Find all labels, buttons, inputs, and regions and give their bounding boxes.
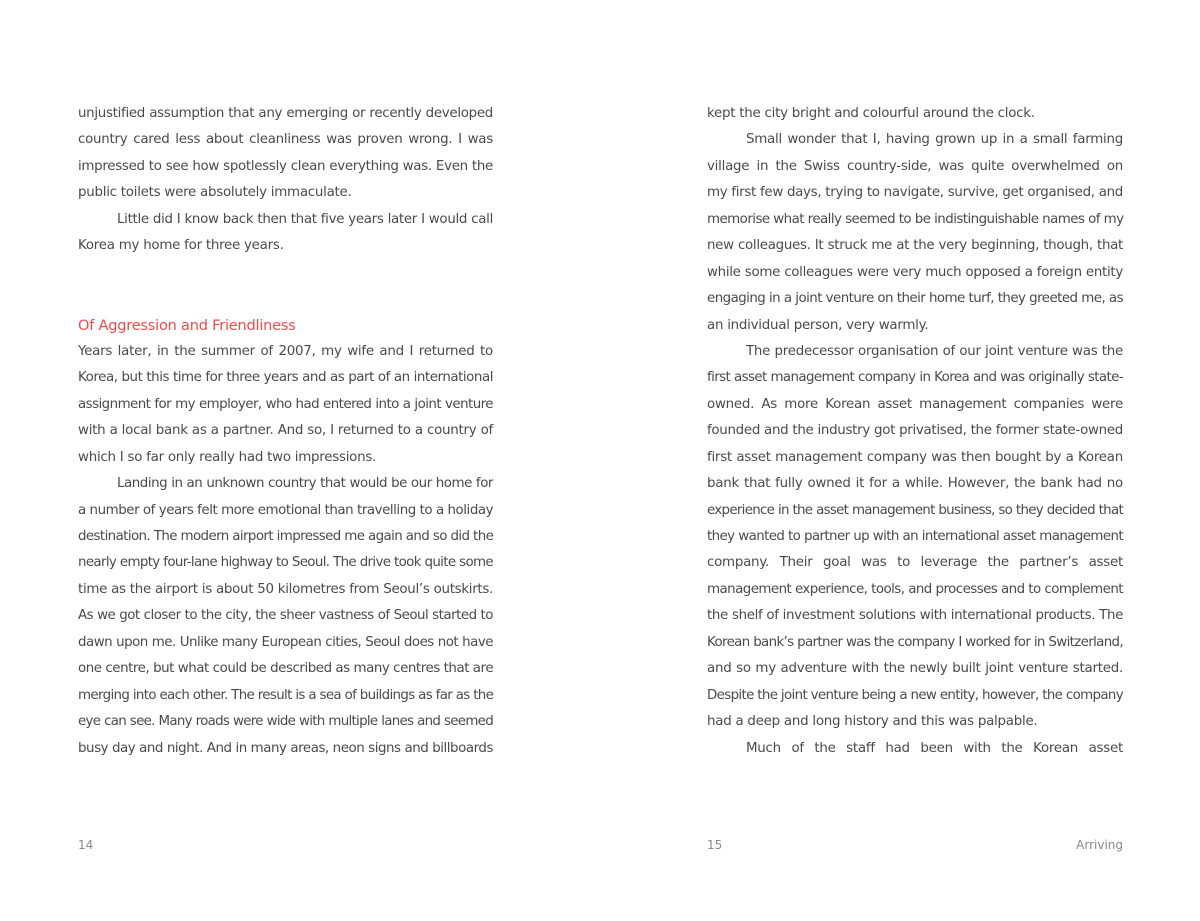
body-line: eye can see. Many roads were wide with multiple lanes and seemed bbox=[78, 714, 493, 730]
running-head: Arriving bbox=[1076, 838, 1123, 852]
body-line: with a local bank as a partner. And so, I returned to a country of bbox=[78, 423, 493, 439]
body-line: public toilets were absolutely immaculate. bbox=[78, 185, 352, 201]
body-line: management experience, tools, and processes and to complement bbox=[707, 581, 1123, 597]
body-line: As we got closer to the city, the sheer vastness of Seoul started to bbox=[78, 608, 493, 624]
body-line: unjustified assumption that any emerging or recently developed bbox=[78, 106, 493, 121]
right-page-text bbox=[707, 104, 1123, 765]
body-line: first asset management company in Korea and was originally state- bbox=[707, 370, 1123, 386]
body-line: owned. As more Korean asset management companies were bbox=[707, 396, 1123, 412]
body-line: first asset management company was then bought by a Korean bbox=[707, 449, 1123, 465]
section-heading: Of Aggression and Friendliness bbox=[78, 317, 296, 334]
body-line: new colleagues. It struck me at the very beginning, though, that bbox=[707, 238, 1123, 254]
body-line: dawn upon me. Unlike many European cities, Seoul does not have bbox=[78, 634, 493, 650]
page-number: 14 bbox=[78, 838, 94, 852]
body-line: had a deep and long history and this was palpable. bbox=[707, 714, 1038, 730]
body-line: The predecessor organisation of our joint venture was the bbox=[746, 343, 1123, 359]
body-line: country cared less about cleanliness was proven wrong. I was bbox=[78, 132, 493, 148]
body-line: they wanted to partner up with an international asset management bbox=[707, 529, 1123, 544]
body-line: Korea my home for three years. bbox=[78, 238, 284, 254]
body-line: which I so far only really had two impressions. bbox=[78, 449, 377, 465]
body-line: impressed to see how spotlessly clean everything was. Even the bbox=[78, 158, 493, 174]
body-line: time as the airport is about 50 kilometres from Seoul’s outskirts. bbox=[78, 581, 493, 597]
left-page bbox=[78, 0, 493, 921]
body-line: Korea, but this time for three years and as part of an international bbox=[78, 370, 493, 386]
section-spacer bbox=[78, 289, 493, 315]
body-line: Korean bank’s partner was the company I worked for in Switzerland, bbox=[707, 634, 1123, 650]
left-page-text bbox=[78, 104, 493, 765]
body-line: founded and the industry got privatised, the former state-owned bbox=[707, 423, 1123, 439]
body-line: kept the city bright and colourful around the clock. bbox=[707, 106, 1035, 121]
section-spacer bbox=[78, 263, 493, 289]
body-line: Years later, in the summer of 2007, my wife and I returned to bbox=[78, 343, 493, 359]
body-line: Much of the staff had been with the Korean asset bbox=[746, 740, 1123, 756]
body-line: experience in the asset management business, so they decided that bbox=[707, 502, 1123, 518]
body-line: a number of years felt more emotional than travelling to a holiday bbox=[78, 502, 494, 518]
body-line: while some colleagues were very much opposed a foreign entity bbox=[707, 264, 1123, 280]
body-line: bank that fully owned it for a while. However, the bank had no bbox=[707, 476, 1123, 492]
body-line: my first few days, trying to navigate, survive, get organised, and bbox=[707, 185, 1123, 201]
body-line: nearly empty four-lane highway to Seoul. The drive took quite some bbox=[78, 555, 493, 571]
body-line: merging into each other. The result is a sea of buildings as far as the bbox=[78, 687, 494, 703]
body-line: the shelf of investment solutions with international products. The bbox=[707, 608, 1123, 624]
body-line: company. Their goal was to leverage the partner’s asset bbox=[707, 555, 1123, 571]
body-line: destination. The modern airport impressed me again and so did the bbox=[78, 529, 494, 544]
body-line: Little did I know back then that five years later I would call bbox=[117, 211, 493, 227]
right-page bbox=[707, 0, 1123, 921]
body-line: busy day and night. And in many areas, neon signs and billboards bbox=[78, 740, 493, 756]
body-line: Small wonder that I, having grown up in a small farming bbox=[746, 132, 1123, 148]
body-line: one centre, but what could be described as many centres that are bbox=[78, 661, 494, 677]
body-line: Landing in an unknown country that would be our home for bbox=[117, 476, 493, 492]
body-line: and so my adventure with the newly built joint venture started. bbox=[707, 661, 1123, 677]
body-line: village in the Swiss country-side, was quite overwhelmed on bbox=[707, 158, 1123, 174]
body-line: memorise what really seemed to be indistinguishable names of my bbox=[707, 211, 1124, 227]
body-line: Despite the joint venture being a new entity, however, the company bbox=[707, 687, 1124, 703]
body-line: engaging in a joint venture on their home turf, they greeted me, as bbox=[707, 291, 1123, 307]
body-line: assignment for my employer, who had entered into a joint venture bbox=[78, 396, 493, 412]
page-number: 15 bbox=[707, 838, 723, 852]
body-line: an individual person, very warmly. bbox=[707, 317, 929, 333]
